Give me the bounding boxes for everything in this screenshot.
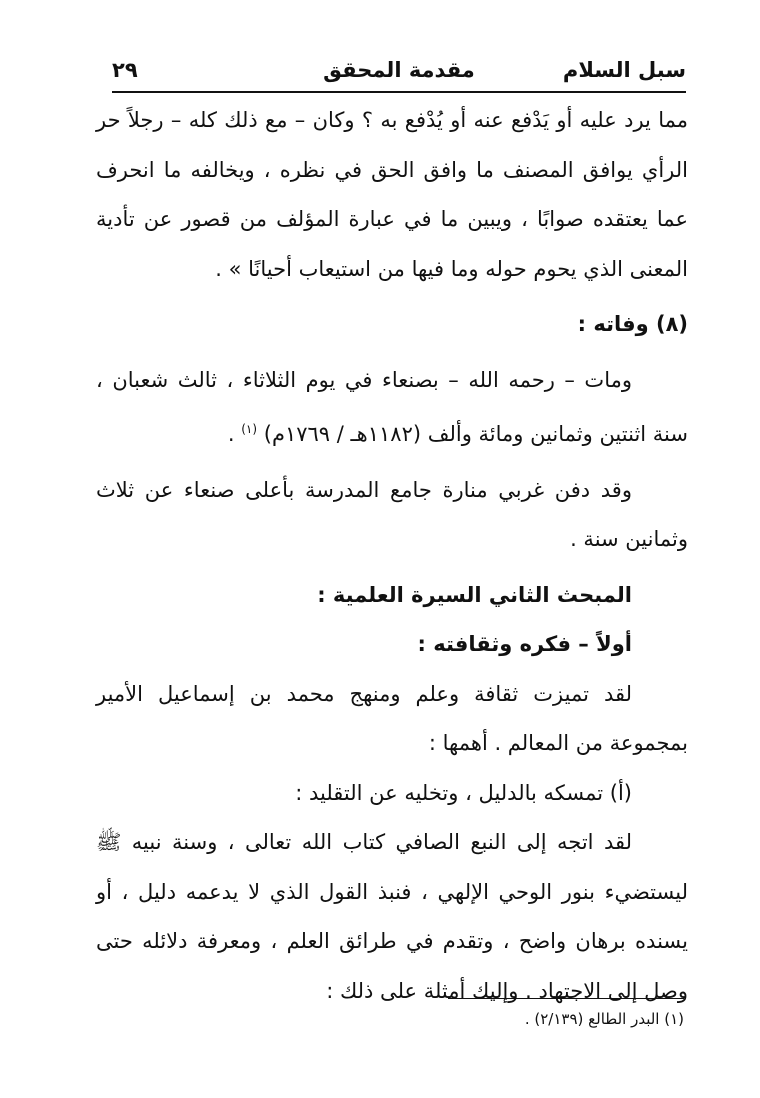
paragraph-death [96,356,688,460]
text-line: . [227,422,235,446]
subheading-evidence: (أ) تمسكه بالدليل ، وتخليه عن التقليد : [295,780,632,805]
text-line: يسنده برهان واضح ، وتقدم في طرائق العلم ، ومعرفة دلائله حتى [96,929,688,953]
running-header [112,52,686,92]
paragraph-burial [96,466,688,565]
paragraph-continued [96,96,688,294]
heading-scholarly-biography: المبحث الثاني السيرة العلمية : [317,582,632,607]
text-line: لقد تميزت ثقافة وعلم ومنهج محمد بن إسماعيل الأمير [96,681,632,706]
text-line: ليستضيء بنور الوحي الإلهي ، فنبذ القول الذي لا يدعمه دليل ، أو [96,879,688,904]
footnote-rule [448,998,684,999]
heading-death: (٨) وفاته : [577,312,688,336]
header-rule [112,91,686,93]
text-line: لقد اتجه إلى النبع الصافي كتاب الله تعالى ، وسنة نبيه ﷺ [96,830,632,854]
text-line: سنة اثنتين وثمانين ومائة وألف (١١٨٢هـ / ١٧٦٩م) [263,422,688,446]
text-line: انحرف عما يعتقده صوابًا ، ويبين ما في عبارة المؤلف من قصور [96,157,688,231]
text-line: عن تأدية المعنى الذي يحوم حوله وما فيها من استيعاب أحيانًا » . [96,207,688,281]
text-line: وقد دفن غربي منارة جامع المدرسة بأعلى صنعاء عن ثلاث [96,477,632,502]
book-title: سبل السلام [562,58,686,82]
paragraph-evidence [96,818,688,1016]
text-line: مما يرد عليه أو يَدْفع عنه أو يُدْفع به ؟ وكان – مع ذلك كله – رجلاً [127,108,688,132]
text-line: وثمانين سنة . [570,527,688,551]
body-text [96,96,688,1016]
text-line: حر الرأي يوافق المصنف ما وافق الحق في نظره ، ويخالفه ما [96,108,688,182]
paragraph-features [96,670,688,769]
text-line: وصل إلى الاجتهاد . وإليك أمثلة على ذلك : [326,978,688,1003]
heading-thought-culture: أولاً – فكره وثقافته : [417,632,632,656]
text-line: ومات – رحمه الله – بصنعاء في يوم الثلاثاء ، ثالث شعبان ، [96,367,632,392]
page-number: ٢٩ [112,58,138,82]
section-title: مقدمة المحقق [323,58,475,82]
footnote: (١) البدر الطالع (٢/١٣٩) . [524,1010,684,1028]
footnote-marker: (١) [241,422,258,436]
text-line: بمجموعة من المعالم . أهمها : [428,731,688,755]
